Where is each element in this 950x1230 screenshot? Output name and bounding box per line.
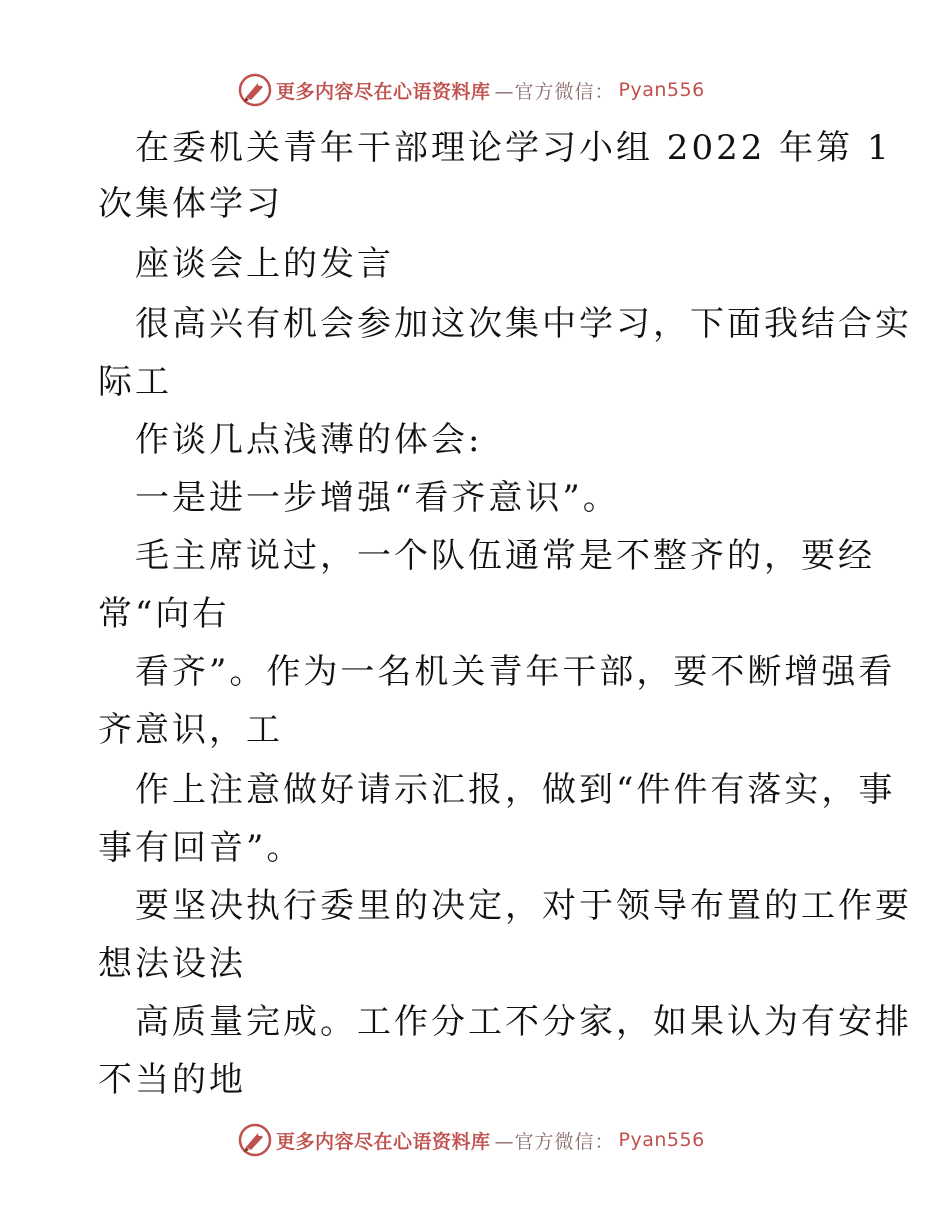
pen-logo-icon — [238, 73, 272, 107]
text-line: 毛主席说过，一个队伍通常是不整齐的，要经 — [135, 536, 875, 576]
text-line: 次集体学习 — [98, 184, 283, 224]
watermark-dash-text: —官方微信： — [494, 1130, 615, 1153]
text-line: 看齐”。作为一名机关青年干部，要不断增强看 — [135, 652, 896, 692]
text-line: 要坚决执行委里的决定，对于领导布置的工作要 — [135, 886, 912, 926]
text-line: 座谈会上的发言 — [135, 244, 394, 284]
text-line: 一是进一步增强“看齐意识”。 — [135, 478, 620, 518]
footer-watermark — [238, 1122, 705, 1158]
pen-logo-icon — [238, 1123, 272, 1157]
text-line: 不当的地 — [98, 1060, 246, 1100]
watermark-main-text: 更多内容尽在心语资料库 — [276, 80, 491, 103]
text-line: 事有回音”。 — [98, 828, 304, 868]
text-line: 常“向右 — [98, 594, 230, 634]
watermark-wechat-id: Pyan556 — [618, 1129, 705, 1151]
watermark-dash-text: —官方微信： — [494, 80, 615, 103]
text-line: 高质量完成。工作分工不分家，如果认为有安排 — [135, 1002, 912, 1042]
text-line: 际工 — [98, 362, 172, 402]
text-line: 作上注意做好请示汇报，做到“件件有落实，事 — [135, 770, 896, 810]
text-line: 作谈几点浅薄的体会: — [135, 420, 483, 460]
header-watermark — [238, 72, 705, 108]
text-line: 齐意识，工 — [98, 710, 283, 750]
watermark-main-text: 更多内容尽在心语资料库 — [276, 1130, 491, 1153]
watermark-wechat-id: Pyan556 — [618, 79, 705, 101]
text-line: 在委机关青年干部理论学习小组 2022 年第 1 — [135, 128, 892, 168]
text-line: 想法设法 — [98, 944, 246, 984]
text-line: 很高兴有机会参加这次集中学习，下面我结合实 — [135, 304, 912, 344]
